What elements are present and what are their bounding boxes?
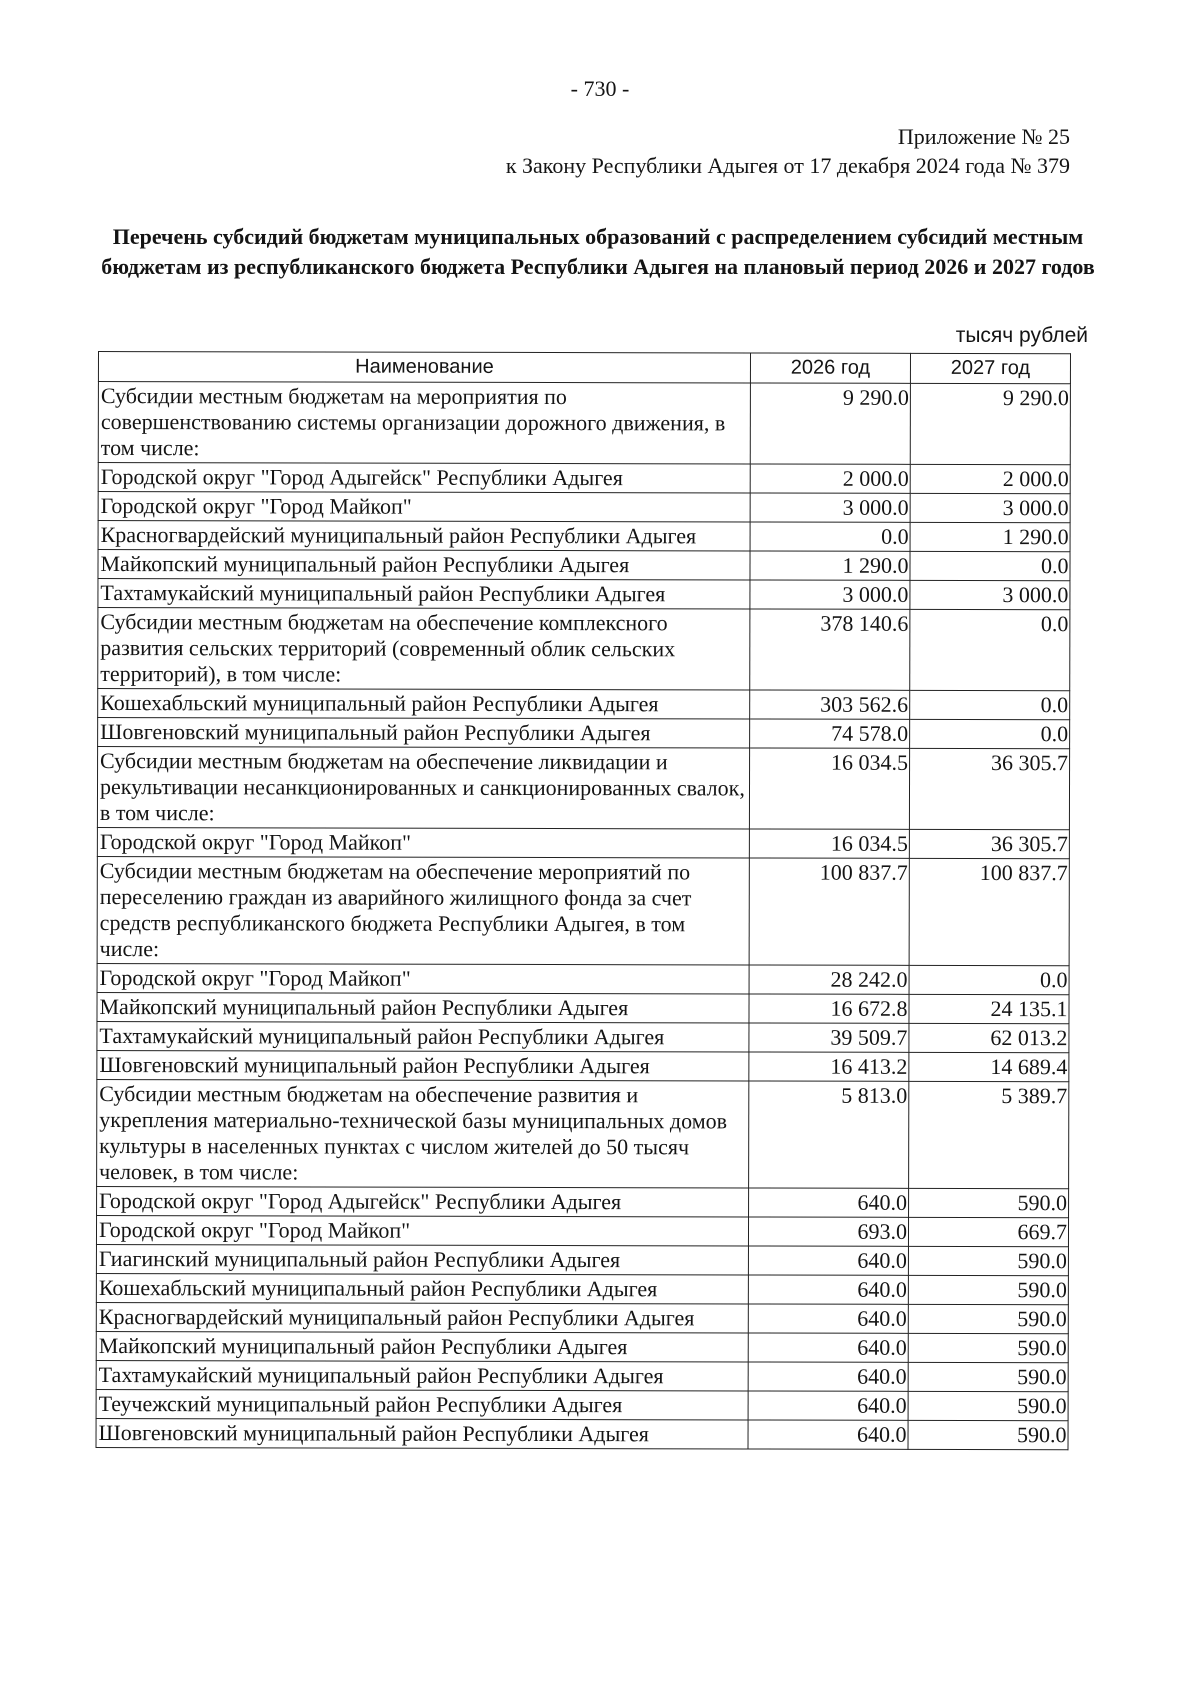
row-value-2027: 0.0: [910, 719, 1070, 748]
header-name: Наименование: [98, 352, 750, 383]
table-row: [96, 1389, 1068, 1420]
appendix-law-reference: к Закону Республики Адыгея от 17 декабря 2024 года № 379: [505, 153, 1070, 178]
row-value-2027: 3 000.0: [910, 493, 1070, 522]
table-row: [96, 1244, 1068, 1275]
row-value-2026: 39 509.7: [749, 1023, 909, 1052]
row-value-2026: 5 813.0: [749, 1081, 909, 1188]
row-name-cell: Субсидии местным бюджетам на обеспечение комплексного развития сельских территорий (современный облик сельских территорий), в том числе:: [98, 608, 750, 690]
row-value-2026: 640.0: [748, 1420, 908, 1449]
row-name-cell: Городской округ "Город Майкоп": [98, 492, 750, 522]
row-name-cell: Гиагинский муниципальный район Республики Адыгея: [96, 1244, 748, 1274]
table-row: [98, 718, 1070, 749]
table-row: [96, 1360, 1068, 1391]
row-value-2026: 9 290.0: [750, 383, 910, 464]
row-value-2027: 36 305.7: [909, 829, 1069, 858]
row-name-cell: Майкопский муниципальный район Республики Адыгея: [97, 992, 749, 1022]
row-value-2027: 590.0: [909, 1188, 1069, 1217]
table-row: [97, 992, 1069, 1023]
table-row: [97, 827, 1069, 858]
table-row: [98, 492, 1070, 523]
table-row: [96, 1331, 1068, 1362]
table-row: [97, 856, 1069, 965]
row-name-cell: Городской округ "Город Майкоп": [96, 1215, 748, 1245]
row-value-2026: 640.0: [749, 1188, 909, 1217]
row-name-cell: Городской округ "Город Майкоп": [97, 963, 749, 993]
table-row: [98, 579, 1070, 610]
table-row: [98, 463, 1070, 494]
row-value-2026: 3 000.0: [750, 580, 910, 609]
row-value-2026: 16 034.5: [749, 829, 909, 858]
row-value-2027: 3 000.0: [910, 580, 1070, 609]
row-value-2026: 640.0: [748, 1304, 908, 1333]
row-value-2027: 5 389.7: [909, 1081, 1069, 1188]
row-name-cell: Городской округ "Город Адыгейск" Республики Адыгея: [97, 1186, 749, 1216]
table-row: [97, 1021, 1069, 1052]
header-2026: 2026 год: [750, 353, 910, 383]
row-value-2026: 693.0: [748, 1217, 908, 1246]
subsidies-table-container: [96, 351, 1070, 1450]
table-row: [97, 1050, 1069, 1081]
row-name-cell: Кошехабльский муниципальный район Республики Адыгея: [98, 689, 750, 719]
row-name-cell: Шовгеновский муниципальный район Республики Адыгея: [98, 718, 750, 748]
table-row: [97, 747, 1069, 830]
row-value-2027: 590.0: [908, 1420, 1068, 1449]
row-value-2026: 1 290.0: [750, 551, 910, 580]
table-row: [98, 608, 1070, 691]
row-value-2026: 303 562.6: [750, 690, 910, 719]
row-name-cell: Субсидии местным бюджетам на обеспечение ликвидации и рекультивации несанкционированных и санкционированных свалок, в том числе:: [97, 747, 749, 829]
row-name-cell: Городской округ "Город Адыгейск" Республики Адыгея: [98, 463, 750, 493]
appendix-reference: [506, 122, 1070, 180]
table-row: [96, 1215, 1068, 1246]
row-name-cell: Городской округ "Город Майкоп": [97, 827, 749, 857]
row-name-cell: Тахтамукайский муниципальный район Республики Адыгея: [96, 1360, 748, 1390]
row-value-2027: 100 837.7: [909, 858, 1069, 965]
row-value-2026: 2 000.0: [750, 464, 910, 493]
table-row: [97, 1186, 1069, 1217]
row-name-cell: Субсидии местным бюджетам на обеспечение развития и укрепления материально-технической базы муниципальных домов культуры в населенных пунктах с числом жителей до 50 тысяч человек, в том числе:: [97, 1079, 749, 1187]
table-row: [98, 550, 1070, 581]
table-row: [97, 963, 1069, 994]
row-value-2026: 16 034.5: [749, 748, 909, 829]
table-row: [96, 1302, 1068, 1333]
header-2027: 2027 год: [910, 353, 1070, 383]
row-value-2027: 590.0: [908, 1275, 1068, 1304]
row-value-2027: 590.0: [908, 1304, 1068, 1333]
document-title: Перечень субсидий бюджетам муниципальных образований с распределением субсидий местным бюджетам из республиканского бюджета Республики Адыгея на плановый период 2026 и 2027 годов: [101, 224, 1095, 279]
row-value-2026: 640.0: [748, 1362, 908, 1391]
table-row: [98, 521, 1070, 552]
page-number: - 730 -: [570, 76, 630, 101]
row-value-2026: 3 000.0: [750, 493, 910, 522]
table-row: [97, 1079, 1069, 1188]
row-value-2026: 0.0: [750, 522, 910, 551]
units-label: тысяч рублей: [955, 324, 1088, 347]
subsidies-table: [96, 351, 1071, 1450]
row-value-2027: 0.0: [910, 609, 1070, 690]
row-value-2026: 16 413.2: [749, 1052, 909, 1081]
row-value-2027: 590.0: [908, 1333, 1068, 1362]
row-value-2026: 74 578.0: [750, 719, 910, 748]
row-value-2027: 14 689.4: [909, 1052, 1069, 1081]
row-value-2027: 590.0: [908, 1362, 1068, 1391]
row-name-cell: Субсидии местным бюджетам на мероприятия по совершенствованию системы организации дорожного движения, в том числе:: [98, 382, 750, 464]
row-value-2027: 2 000.0: [910, 464, 1070, 493]
row-name-cell: Красногвардейский муниципальный район Республики Адыгея: [96, 1302, 748, 1332]
table-body: [96, 382, 1070, 1450]
row-value-2026: 16 672.8: [749, 994, 909, 1023]
row-value-2026: 640.0: [748, 1391, 908, 1420]
row-value-2027: 669.7: [908, 1217, 1068, 1246]
row-value-2026: 28 242.0: [749, 965, 909, 994]
row-value-2026: 640.0: [748, 1246, 908, 1275]
row-value-2027: 1 290.0: [910, 522, 1070, 551]
row-value-2027: 36 305.7: [909, 748, 1069, 829]
row-name-cell: Тахтамукайский муниципальный район Республики Адыгея: [97, 1021, 749, 1051]
row-value-2027: 0.0: [909, 965, 1069, 994]
row-name-cell: Шовгеновский муниципальный район Республики Адыгея: [96, 1418, 748, 1448]
row-value-2027: 9 290.0: [910, 383, 1070, 464]
table-row: [96, 1273, 1068, 1304]
row-value-2026: 100 837.7: [749, 858, 909, 965]
row-value-2027: 0.0: [910, 551, 1070, 580]
row-name-cell: Субсидии местным бюджетам на обеспечение мероприятий по переселению граждан из аварийного жилищного фонда за счет средств республиканского бюджета Республики Адыгея, в том числе:: [97, 856, 749, 964]
table-row: [98, 382, 1070, 465]
row-name-cell: Кошехабльский муниципальный район Республики Адыгея: [96, 1273, 748, 1303]
row-value-2027: 24 135.1: [909, 994, 1069, 1023]
row-name-cell: Тахтамукайский муниципальный район Республики Адыгея: [98, 579, 750, 609]
row-value-2026: 378 140.6: [750, 609, 910, 690]
table-row: [98, 689, 1070, 720]
row-value-2027: 590.0: [908, 1391, 1068, 1420]
row-value-2026: 640.0: [748, 1275, 908, 1304]
row-value-2026: 640.0: [748, 1333, 908, 1362]
row-value-2027: 62 013.2: [909, 1023, 1069, 1052]
row-name-cell: Теучежский муниципальный район Республики Адыгея: [96, 1389, 748, 1419]
row-value-2027: 590.0: [908, 1246, 1068, 1275]
row-name-cell: Шовгеновский муниципальный район Республики Адыгея: [97, 1050, 749, 1080]
appendix-number: Приложение № 25: [897, 124, 1070, 149]
row-name-cell: Майкопский муниципальный район Республики Адыгея: [96, 1331, 748, 1361]
row-name-cell: Майкопский муниципальный район Республики Адыгея: [98, 550, 750, 580]
row-name-cell: Красногвардейский муниципальный район Республики Адыгея: [98, 521, 750, 551]
table-row: [96, 1418, 1068, 1449]
row-value-2027: 0.0: [910, 690, 1070, 719]
table-header-row: [98, 352, 1070, 384]
